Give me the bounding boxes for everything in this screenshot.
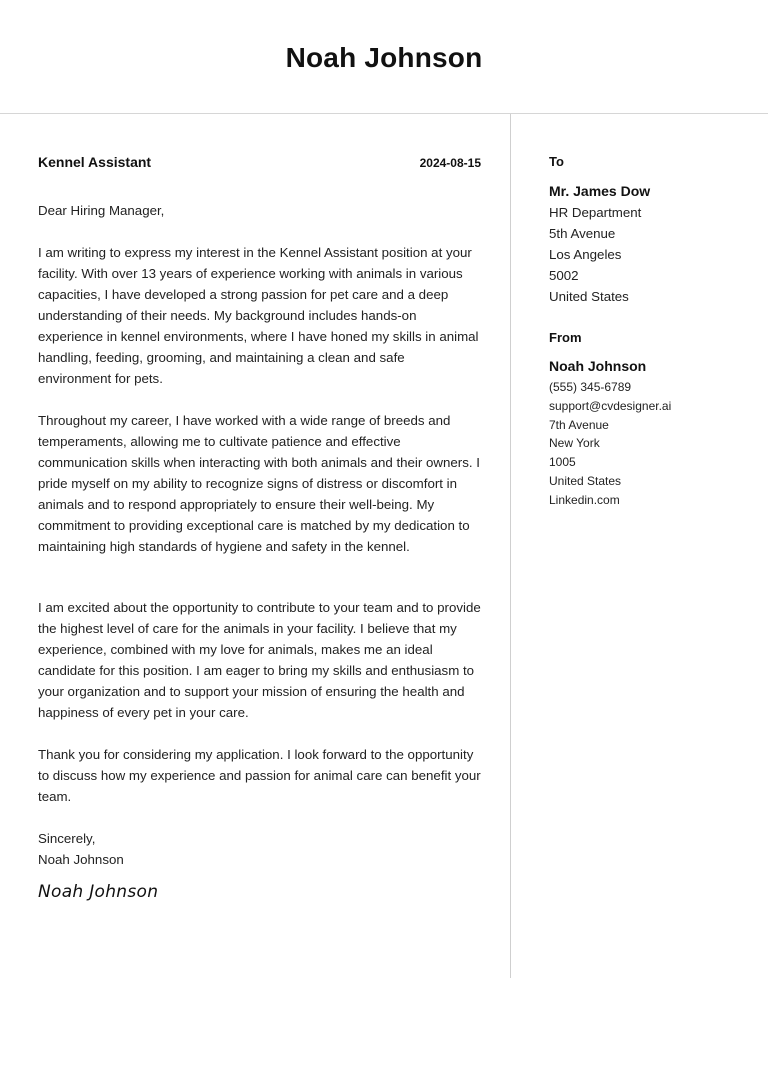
recipient-zip: 5002 bbox=[549, 268, 579, 283]
recipient-department: HR Department bbox=[549, 205, 642, 220]
closing: Sincerely, bbox=[38, 831, 96, 846]
column-divider bbox=[510, 114, 511, 978]
sender-street: 7th Avenue bbox=[549, 417, 609, 432]
sender-website: Linkedin.com bbox=[549, 492, 620, 507]
letter-meta bbox=[38, 154, 481, 170]
closing-name: Noah Johnson bbox=[38, 852, 124, 867]
paragraph-intro: I am writing to express my interest in the Kennel Assistant position at your facility. With over 13 years of experience working with animals in various capacities, I have developed a strong passion for pet care and a deep understanding of their needs. My background includes hands-on experience in kennel environments, where I have honed my skills in animal handling, feeding, grooming, and maintaining a clean and safe environment for pets. bbox=[38, 245, 479, 386]
to-label: To bbox=[549, 154, 564, 169]
letter-date: 2024-08-15 bbox=[419, 156, 481, 170]
address-sidebar bbox=[549, 154, 759, 510]
recipient-name: Mr. James Dow bbox=[549, 183, 651, 199]
letter-header bbox=[0, 0, 768, 114]
signature: Noah Johnson bbox=[38, 882, 159, 902]
recipient-city: Los Angeles bbox=[549, 247, 622, 262]
sender-email: support@cvdesigner.ai bbox=[549, 398, 672, 413]
sender-zip: 1005 bbox=[549, 455, 576, 470]
sender-name: Noah Johnson bbox=[549, 358, 647, 374]
job-title: Kennel Assistant bbox=[38, 154, 152, 170]
salutation: Dear Hiring Manager, bbox=[38, 203, 165, 218]
sender-name-title: Noah Johnson bbox=[285, 41, 483, 73]
paragraph-motivation: I am excited about the opportunity to contribute to your team and to provide the highest level of care for the animals in your facility. I believe that my experience, combined with my love for animals, makes me an ideal candidate for this position. I am eager to bring my skills and enthusiasm to your organization and to support your mission of ensuring the health and happiness of every pet in your care. bbox=[38, 600, 481, 720]
sender-phone: (555) 345-6789 bbox=[549, 380, 632, 394]
recipient-street: 5th Avenue bbox=[549, 226, 616, 241]
paragraph-thanks: Thank you for considering my application. I look forward to the opportunity to discuss how my experience and passion for animal care can benefit your team. bbox=[38, 747, 481, 804]
letter-body bbox=[38, 154, 481, 902]
paragraph-experience: Throughout my career, I have worked with a wide range of breeds and temperaments, allowing me to cultivate patience and effective communication skills when interacting with both animals and their owners. I pride myself on my ability to recognize signs of distress or discomfort in animals and to respond appropriately to ensure their well-being. My commitment to providing exceptional care is matched by my dedication to maintaining high standards of hygiene and safety in the kennel. bbox=[38, 413, 480, 554]
sender-country: United States bbox=[549, 473, 622, 488]
recipient-country: United States bbox=[549, 289, 629, 304]
sender-city: New York bbox=[549, 436, 600, 451]
from-label: From bbox=[549, 330, 582, 345]
